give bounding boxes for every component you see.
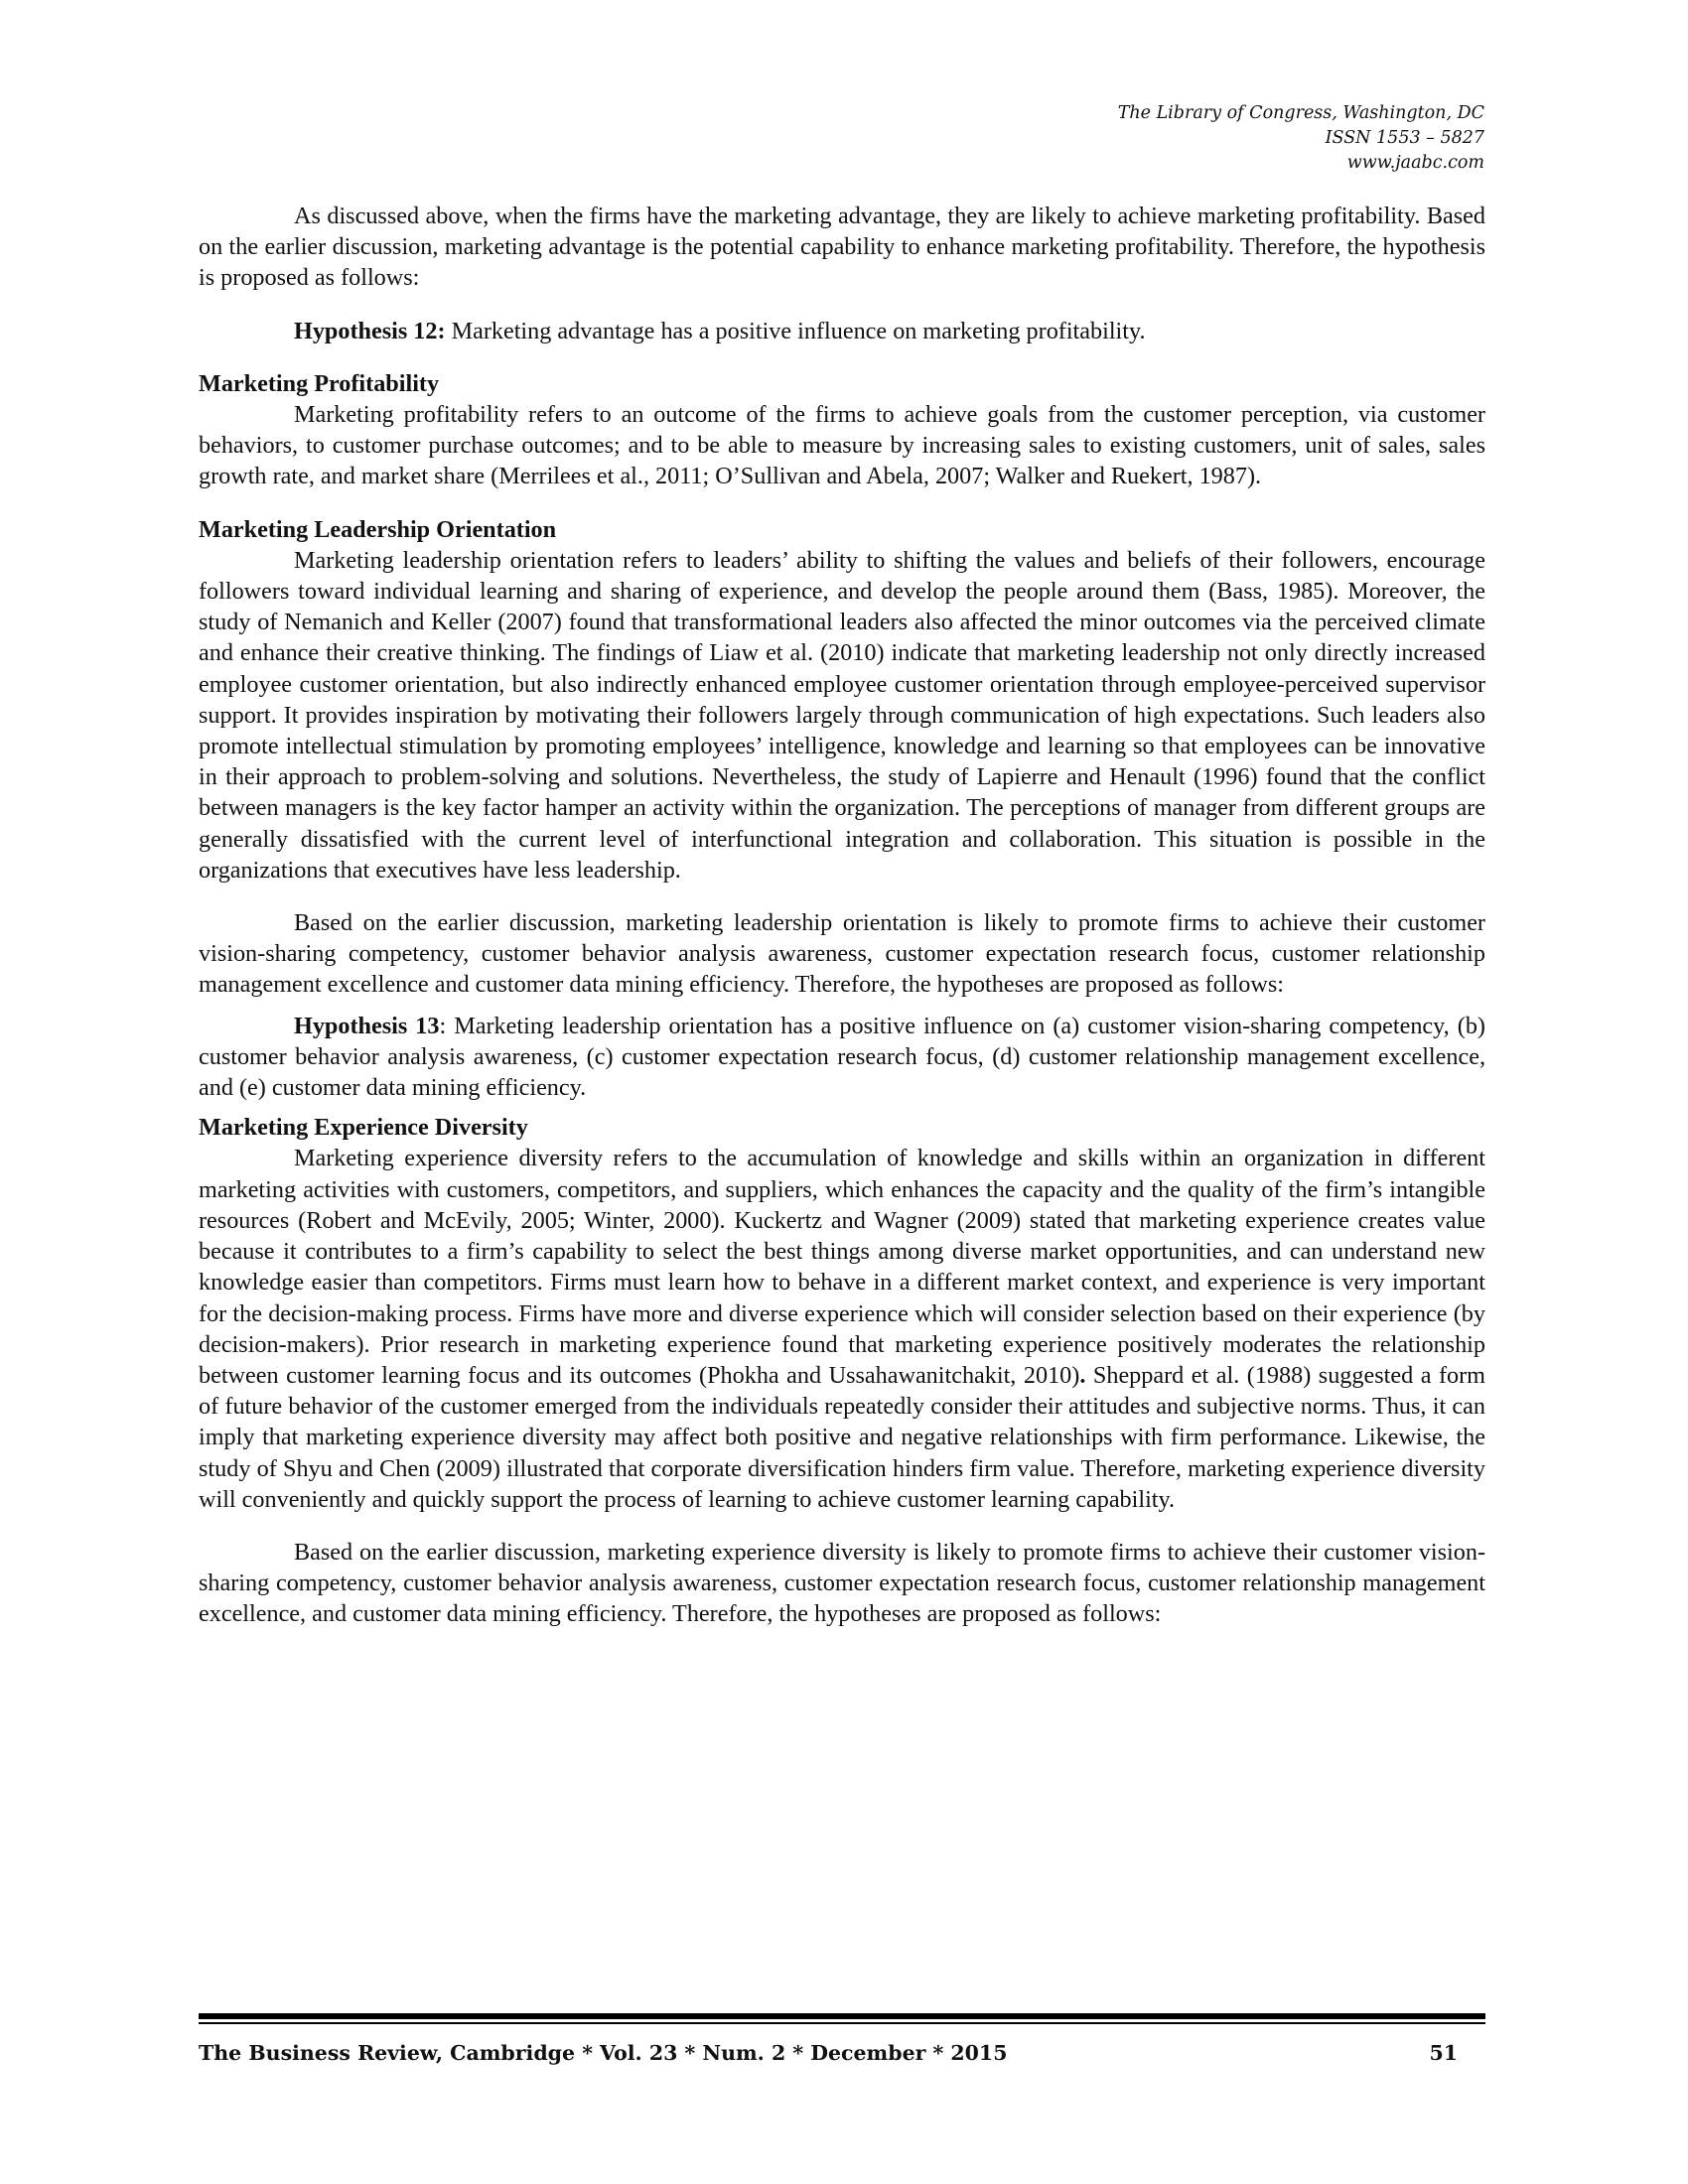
heading-marketing-leadership-orientation: Marketing Leadership Orientation bbox=[199, 515, 557, 543]
paragraph-experience-part-2: Sheppard et al. (1988) suggested a form of future behavior of the customer emerged from the individuals repeatedly consider their attitudes and subjective norms. Thus, it can imply that marketing experience diversity may affect both positive and negative relationships with firm performance. Likewise, the study of Shyu and Chen (2009) illustrated that corporate diversification hinders firm value. Therefore, marketing experience diversity will conveniently and quickly support the process of learning to achieve customer learning capability. bbox=[199, 1361, 1485, 1513]
heading-marketing-experience-diversity: Marketing Experience Diversity bbox=[199, 1114, 528, 1142]
footer-rule-thin bbox=[199, 2022, 1485, 2024]
footer-rule-thick bbox=[199, 2013, 1485, 2019]
running-head bbox=[889, 101, 1484, 176]
paragraph-experience-hypotheses-intro: Based on the earlier discussion, marketing experience diversity is likely to promote firms to achieve their customer vision-sharing competency, customer behavior analysis awareness, customer expectation research focus, customer relationship management excellence, and customer data mining efficiency. Therefore, the hypotheses are proposed as follows: bbox=[199, 1538, 1485, 1628]
running-head-issn: ISSN 1553 – 5827 bbox=[1325, 128, 1484, 148]
running-head-website: www.jaabc.com bbox=[1346, 153, 1484, 173]
page-number: 51 bbox=[1429, 2041, 1458, 2065]
hypothesis-13-label: Hypothesis 13 bbox=[294, 1012, 440, 1039]
paragraph-marketing-advantage: As discussed above, when the firms have the marketing advantage, they are likely to achieve marketing profitability. Based on the earlier discussion, marketing advantage is the potential capability to enhance marketing profitability. Therefore, the hypothesis is proposed as follows: bbox=[199, 203, 1485, 292]
article-body bbox=[199, 201, 1485, 1630]
hypothesis-13 bbox=[199, 1011, 1485, 1104]
heading-marketing-profitability: Marketing Profitability bbox=[199, 369, 440, 397]
footer-journal-citation: The Business Review, Cambridge * Vol. 23 * Num. 2 * December * 2015 bbox=[199, 2041, 1008, 2065]
paragraph-marketing-leadership-orientation: Marketing leadership orientation refers to leaders’ ability to shifting the values and beliefs of their followers, encourage followers toward individual learning and sharing of experience, and develop the people around them (Bass, 1985). Moreover, the study of Nemanich and Keller (2007) found that transformational leaders also affected the minor outcomes via the perceived climate and enhance their creative thinking. The findings of Liaw et al. (2010) indicate that marketing leadership not only directly increased employee customer orientation, but also indirectly enhanced employee customer orientation through employee-perceived supervisor support. It provides inspiration by motivating their followers largely through communication of high expectations. Such leaders also promote intellectual stimulation by promoting employees’ intelligence, knowledge and learning so that employees can be innovative in their approach to problem-solving and solutions. Nevertheless, the study of Lapierre and Henault (1996) found that the conflict between managers is the key factor hamper an activity within the organization. The perceptions of manager from different groups are generally dissatisfied with the current level of interfunctional integration and collaboration. This situation is possible in the organizations that executives have less leadership. bbox=[199, 546, 1485, 884]
paragraph-leadership-hypotheses-intro: Based on the earlier discussion, marketing leadership orientation is likely to promote firms to achieve their customer vision-sharing competency, customer behavior analysis awareness, customer expectation research focus, customer relationship management excellence and customer data mining efficiency. Therefore, the hypotheses are proposed as follows: bbox=[199, 909, 1485, 999]
running-head-publisher: The Library of Congress, Washington, DC bbox=[1117, 103, 1484, 123]
hypothesis-13-text: : Marketing leadership orientation has a positive influence on (a) customer vision-sharing competency, (b) customer behavior analysis awareness, (c) customer expectation research focus, (d) customer relationship management excellence, and (e) customer data mining efficiency. bbox=[199, 1012, 1485, 1102]
paragraph-experience-bold-period: . bbox=[1079, 1361, 1086, 1389]
paragraph-experience-part-1: Marketing experience diversity refers to the accumulation of knowledge and skills within an organization in different marketing activities with customers, competitors, and suppliers, which enhances the capacity and the quality of the firm’s intangible resources (Robert and McEvily, 2005; Winter, 2000). Kuckertz and Wagner (2009) stated that marketing experience creates value because it contributes to a firm’s capability to select the best things among diverse market opportunities, and can understand new knowledge easier than competitors. Firms must learn how to behave in a different market context, and experience is very important for the decision-making process. Firms have more and diverse experience which will consider selection based on their experience (by decision-makers). Prior research in marketing experience found that marketing experience positively moderates the relationship between customer learning focus and its outcomes (Phokha and Ussahawanitchakit, 2010) bbox=[199, 1145, 1485, 1389]
paragraph-marketing-experience-diversity bbox=[199, 1143, 1485, 1514]
hypothesis-12-label: Hypothesis 12: bbox=[294, 317, 446, 344]
hypothesis-12 bbox=[199, 316, 1485, 346]
page-footer bbox=[199, 2041, 1485, 2071]
paragraph-marketing-profitability: Marketing profitability refers to an outcome of the firms to achieve goals from the customer perception, via customer behaviors, to customer purchase outcomes; and to be able to measure by increasing sales to existing customers, unit of sales, sales growth rate, and market share (Merrilees et al., 2011; O’Sullivan and Abela, 2007; Walker and Ruekert, 1987). bbox=[199, 401, 1485, 490]
hypothesis-12-text: Marketing advantage has a positive influence on marketing profitability. bbox=[445, 317, 1146, 344]
